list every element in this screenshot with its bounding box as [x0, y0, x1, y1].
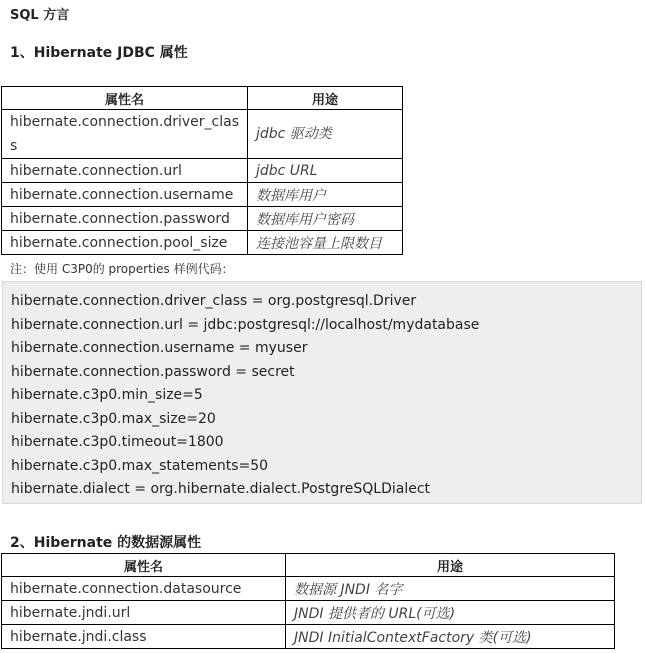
table-row	[2, 110, 403, 159]
property-purpose-cell: 数据源 JNDI 名字	[286, 577, 615, 601]
code-line: hibernate.dialect = org.hibernate.dialect.PostgreSQLDialect	[11, 481, 431, 497]
property-purpose-cell: jdbc URL	[248, 159, 403, 183]
property-purpose-cell: JNDI InitialContextFactory 类(可选)	[286, 625, 615, 649]
code-line: hibernate.connection.username = myuser	[11, 340, 308, 356]
table-row	[2, 625, 615, 649]
page-title: SQL 方言	[10, 8, 70, 23]
property-name-cell: hibernate.connection.pool_size	[2, 231, 248, 255]
column-header-purpose: 用途	[248, 87, 403, 110]
code-sample-block	[2, 281, 642, 504]
property-purpose-cell: JNDI 提供者的 URL(可选)	[286, 601, 615, 625]
code-line: hibernate.c3p0.max_statements=50	[11, 457, 269, 474]
table-row	[2, 577, 615, 601]
datasource-properties-table	[1, 553, 615, 649]
property-purpose-cell: 数据库用户密码	[248, 207, 403, 231]
column-header-purpose: 用途	[286, 554, 615, 577]
property-name-cell: hibernate.connection.password	[2, 207, 248, 231]
table-header-row	[2, 87, 403, 110]
property-name-cell: hibernate.connection.datasource	[2, 577, 286, 601]
table-header-row	[2, 554, 615, 577]
section-1-heading: 1、Hibernate JDBC 属性	[10, 45, 188, 61]
code-line: hibernate.connection.driver_class = org.postgresql.Driver	[11, 293, 417, 309]
property-purpose-cell: 数据库用户	[248, 183, 403, 207]
c3p0-note: 注：使用 C3P0的 properties 样例代码：	[10, 262, 234, 276]
property-purpose-cell: jdbc 驱动类	[248, 110, 403, 159]
jdbc-properties-table	[1, 86, 403, 255]
code-line: hibernate.c3p0.timeout=1800	[11, 434, 224, 450]
property-name-cell: hibernate.jndi.url	[2, 601, 286, 625]
code-line: hibernate.c3p0.max_size=20	[11, 410, 216, 427]
property-name-cell: hibernate.connection.username	[2, 183, 248, 207]
table-row	[2, 159, 403, 183]
property-name-cell: hibernate.jndi.class	[2, 625, 286, 649]
table-row	[2, 183, 403, 207]
code-line: hibernate.connection.url = jdbc:postgresql://localhost/mydatabase	[11, 316, 480, 333]
column-header-name: 属性名	[2, 554, 286, 577]
section-2-heading: 2、Hibernate 的数据源属性	[10, 535, 202, 551]
table-row	[2, 231, 403, 255]
code-line: hibernate.c3p0.min_size=5	[11, 387, 203, 403]
property-name-cell: hibernate.connection.driver_class	[2, 110, 248, 159]
table-row	[2, 207, 403, 231]
property-purpose-cell: 连接池容量上限数目	[248, 231, 403, 255]
code-line: hibernate.connection.password = secret	[11, 363, 295, 380]
column-header-name: 属性名	[2, 87, 248, 110]
table-row	[2, 601, 615, 625]
property-name-cell: hibernate.connection.url	[2, 159, 248, 183]
